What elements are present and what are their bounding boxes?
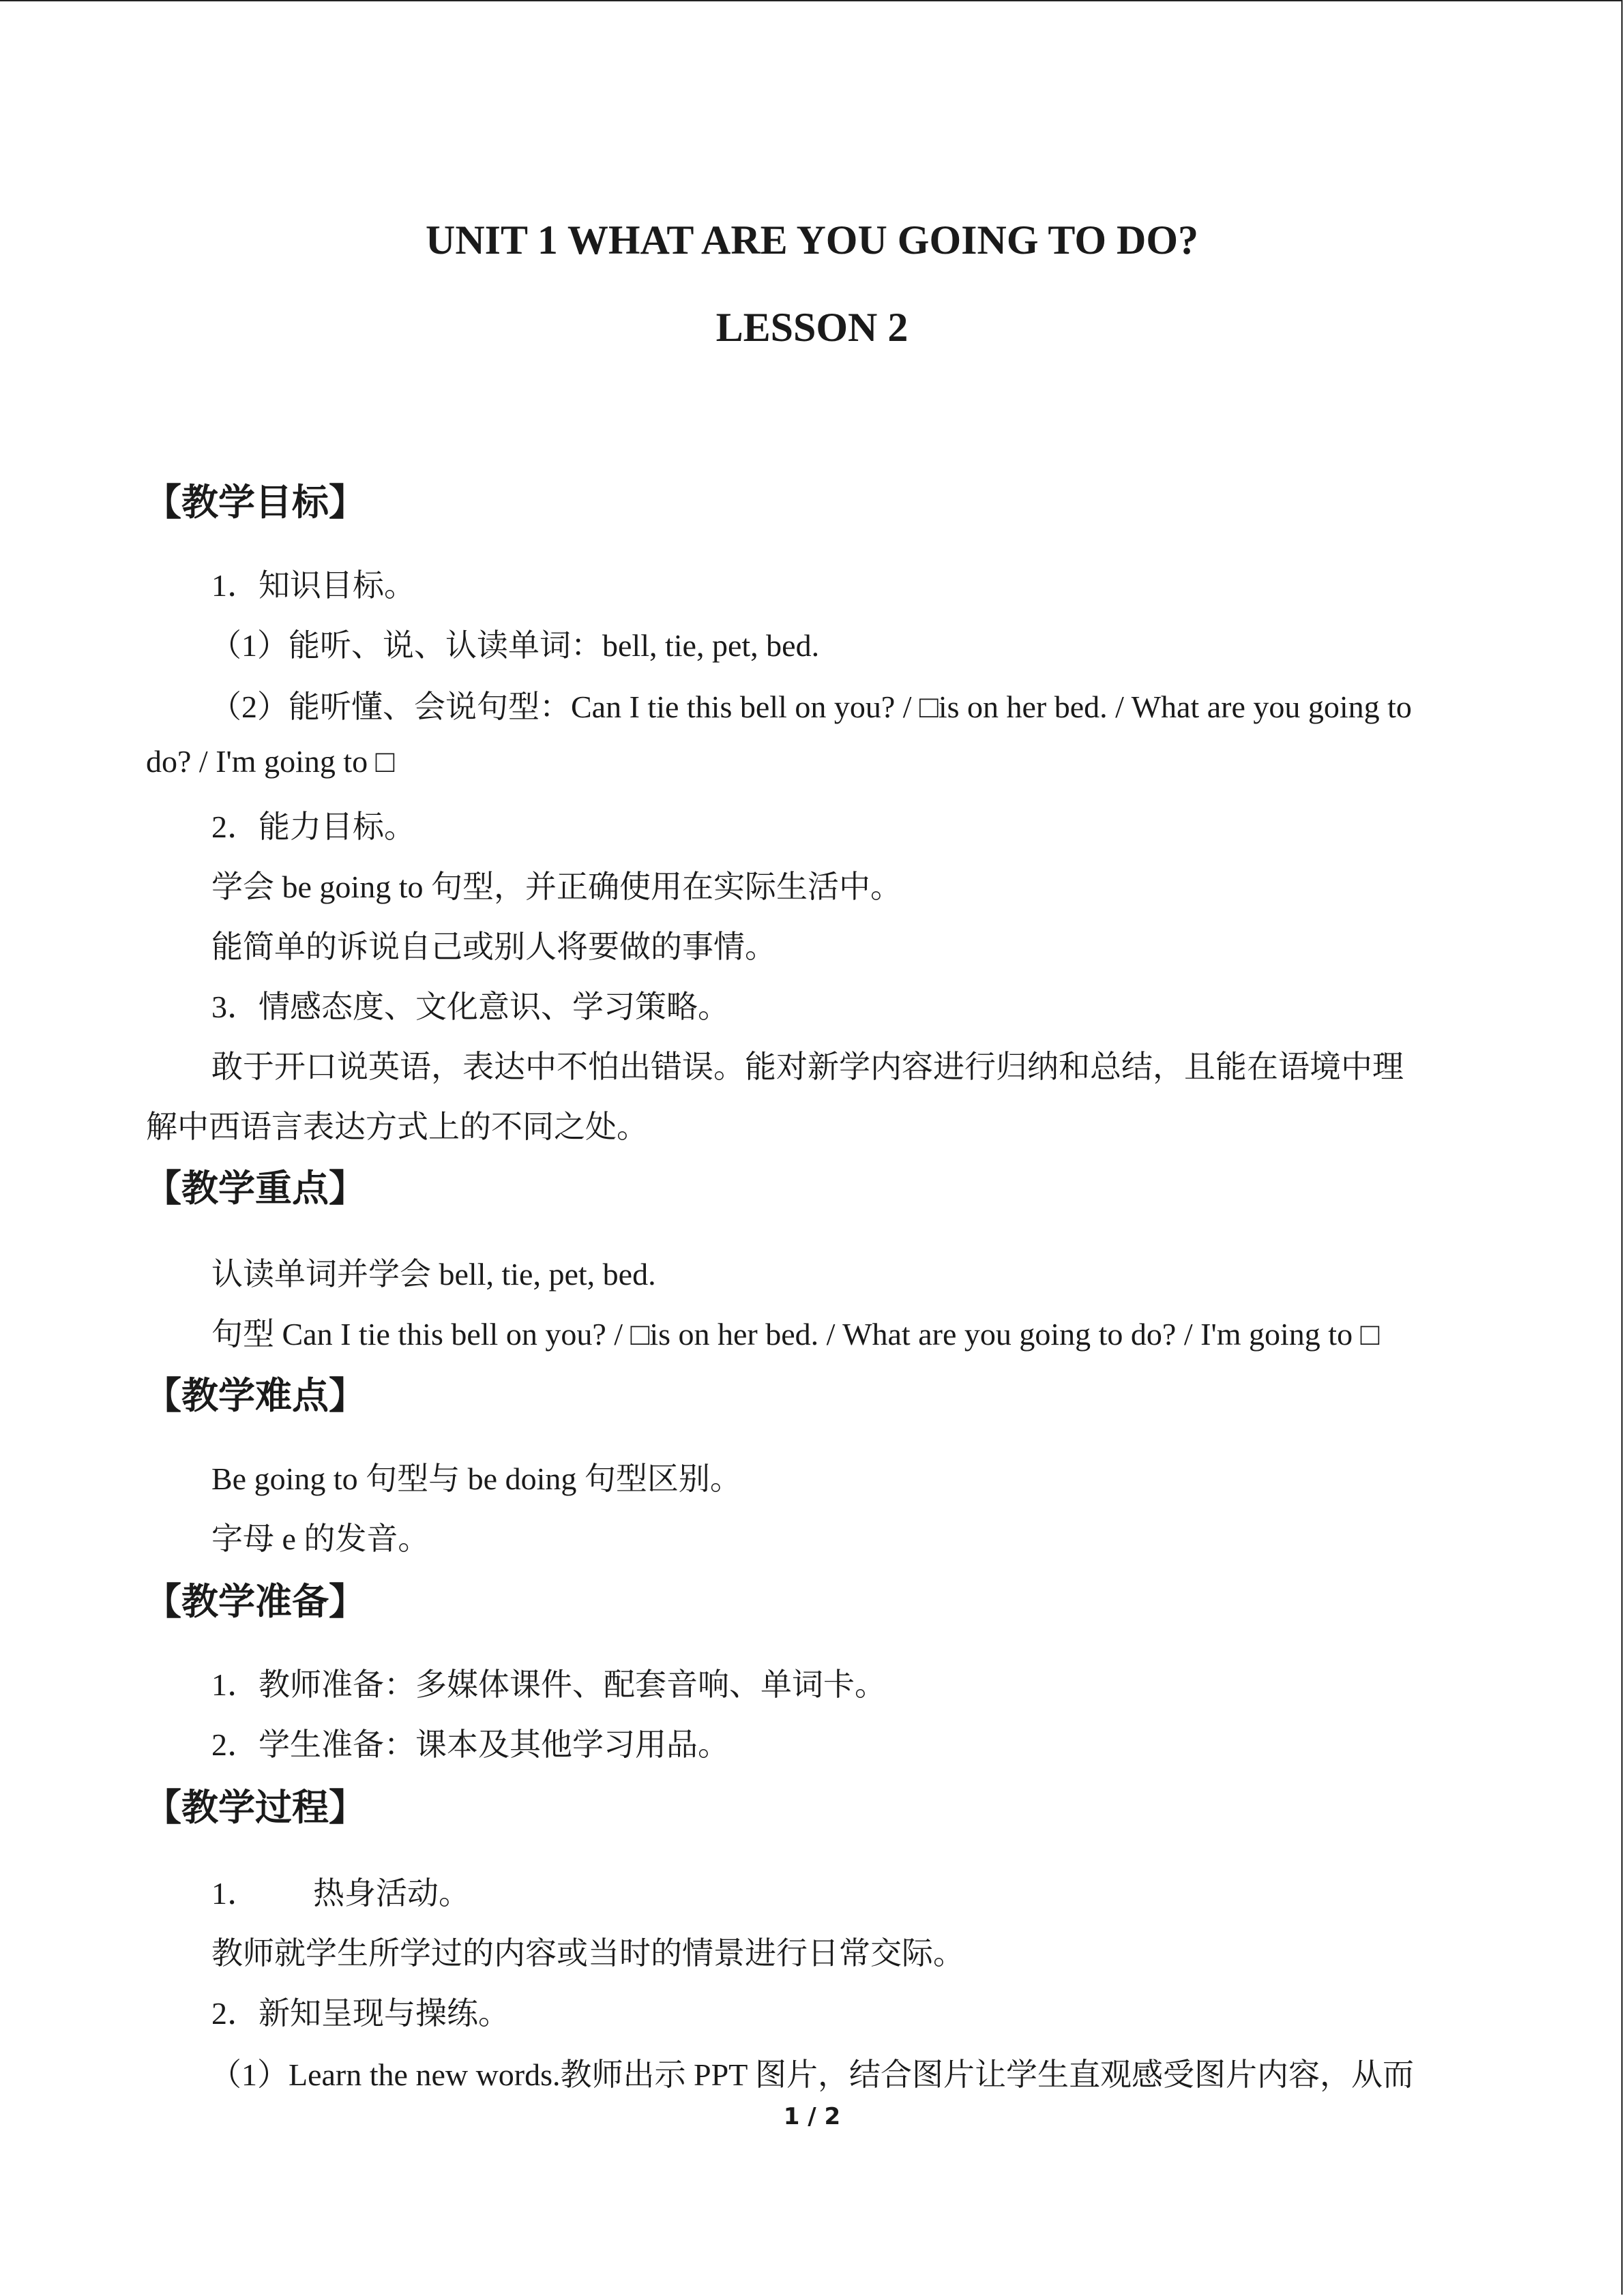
process-line: 2．新知呈现与操练。 (211, 1996, 510, 2031)
step-number: 1． (211, 1876, 259, 1911)
preparation-line: 1．教师准备：多媒体课件、配套音响、单词卡。 (211, 1667, 886, 1702)
objective-line: 2．能力目标。 (211, 809, 415, 844)
difficulty-line: Be going to 句型与 be doing 句型区别。 (211, 1461, 741, 1496)
process-step-1 (211, 1868, 470, 1913)
objective-line: do? / I'm going to □ (146, 744, 395, 779)
key-point-line: 认读单词并学会 bell, tie, pet, bed. (211, 1257, 656, 1292)
objective-line: （2）能听懂、会说句型：Can I tie this bell on you? / □is on her bed. / What are you going to (210, 689, 1412, 724)
key-point-line: 句型 Can I tie this bell on you? / □is on her bed. / What are you going to do? / I'm going to □ (211, 1317, 1380, 1352)
objective-line: 3．情感态度、文化意识、学习策略。 (211, 989, 729, 1024)
objective-line: 敢于开口说英语，表达中不怕出错误。能对新学内容进行归纳和总结，且能在语境中理 (211, 1049, 1404, 1084)
objective-line: 学会 be going to 句型，并正确使用在实际生活中。 (211, 869, 902, 904)
section-heading-process: 【教学过程】 (145, 1786, 366, 1829)
page-number: 1 / 2 (783, 2103, 841, 2130)
preparation-line: 2．学生准备：课本及其他学习用品。 (211, 1727, 729, 1762)
objective-line: （1）能听、说、认读单词：bell, tie, pet, bed. (210, 628, 820, 663)
section-heading-key-points: 【教学重点】 (145, 1167, 366, 1210)
section-heading-objectives: 【教学目标】 (145, 481, 366, 524)
process-line: （1）Learn the new words.教师出示 PPT 图片，结合图片让学生直观感受图片内容，从而 (210, 2057, 1414, 2092)
process-line: 教师就学生所学过的内容或当时的情景进行日常交际。 (211, 1936, 964, 1971)
difficulty-line: 字母 e 的发音。 (211, 1521, 430, 1556)
lesson-subtitle: LESSON 2 (715, 305, 909, 350)
document-title: UNIT 1 WHAT ARE YOU GOING TO DO? (425, 218, 1199, 263)
step-text: 热身活动。 (313, 1876, 470, 1911)
objective-line: 1．知识目标。 (211, 568, 415, 603)
objective-line: 解中西语言表达方式上的不同之处。 (146, 1109, 648, 1144)
objective-line: 能简单的诉说自己或别人将要做的事情。 (211, 929, 776, 964)
section-heading-difficulties: 【教学难点】 (145, 1374, 366, 1417)
section-heading-preparation: 【教学准备】 (145, 1580, 366, 1623)
